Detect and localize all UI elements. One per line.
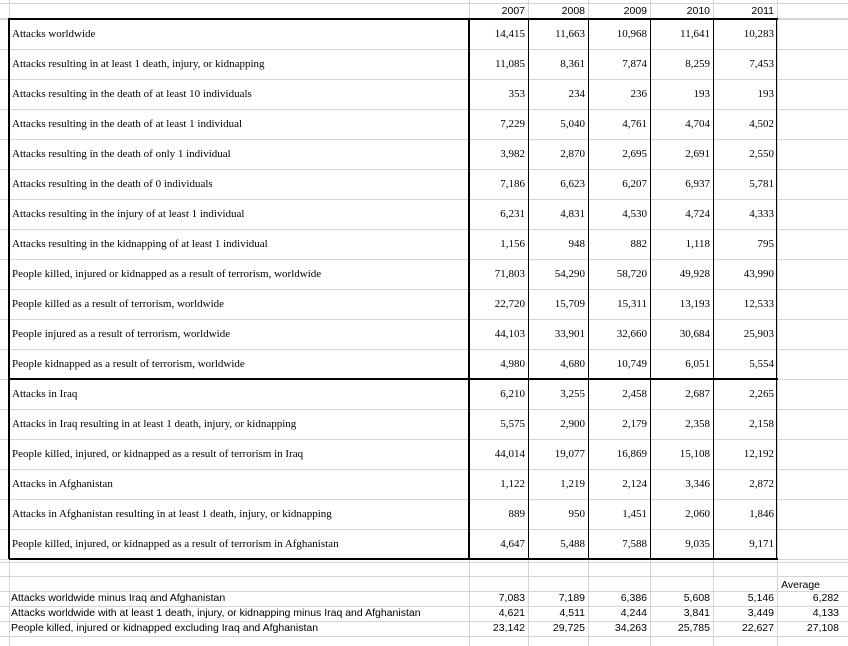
cell-value[interactable]: 2,158 [749, 418, 774, 430]
row-label[interactable]: Attacks in Afghanistan [12, 478, 113, 490]
cell-value[interactable]: 1,122 [500, 478, 525, 490]
row-label[interactable]: People killed as a result of terrorism, worldwide [12, 298, 225, 310]
cell-value[interactable]: 4,530 [622, 208, 647, 220]
cell-value[interactable]: 54,290 [554, 268, 585, 280]
cell-value[interactable]: 2,695 [622, 148, 647, 160]
cell-value[interactable]: 2,550 [749, 148, 774, 160]
summary-average[interactable]: 27,108 [806, 622, 839, 634]
gridline-horizontal [0, 289, 848, 290]
gridline-horizontal [0, 576, 848, 577]
cell-value[interactable]: 950 [568, 508, 585, 520]
cell-value[interactable]: 12,533 [743, 298, 774, 310]
row-label[interactable]: Attacks in Iraq [12, 388, 78, 400]
cell-value[interactable]: 4,333 [749, 208, 774, 220]
gridline-horizontal [0, 199, 848, 200]
row-label[interactable]: Attacks resulting in the death of at least 10 individuals [12, 88, 252, 100]
cell-value[interactable]: 795 [757, 238, 774, 250]
summary-average[interactable]: 4,133 [812, 607, 839, 619]
cell-value[interactable]: 9,035 [685, 538, 710, 550]
cell-value[interactable]: 2,872 [749, 478, 774, 490]
cell-value[interactable]: 5,575 [500, 418, 525, 430]
gridline-horizontal [0, 169, 848, 170]
row-label[interactable]: Attacks resulting in the death of at least 1 individual [12, 118, 243, 130]
cell-value[interactable]: 15,108 [679, 448, 710, 460]
cell-value[interactable]: 882 [630, 238, 647, 250]
summary-value[interactable]: 6,386 [620, 592, 647, 604]
summary-value[interactable]: 34,263 [614, 622, 647, 634]
table-border-column [713, 19, 714, 559]
cell-value[interactable]: 8,259 [685, 58, 710, 70]
gridline-horizontal [0, 499, 848, 500]
row-label[interactable]: Attacks worldwide [12, 28, 96, 40]
gridline-horizontal [0, 636, 848, 637]
row-label[interactable]: Attacks in Iraq resulting in at least 1 death, injury, or kidnapping [12, 418, 297, 430]
cell-value[interactable]: 2,060 [685, 508, 710, 520]
cell-value[interactable]: 11,641 [680, 28, 710, 40]
gridline-horizontal [0, 529, 848, 530]
table-border-left [8, 18, 10, 559]
row-label[interactable]: People injured as a result of terrorism, worldwide [12, 328, 231, 340]
cell-value[interactable]: 948 [568, 238, 585, 250]
gridline-horizontal [0, 79, 848, 80]
gridline-horizontal [0, 139, 848, 140]
cell-value[interactable]: 44,103 [494, 328, 525, 340]
cell-value[interactable]: 193 [757, 88, 774, 100]
cell-value[interactable]: 25,903 [743, 328, 774, 340]
cell-value[interactable]: 2,358 [685, 418, 710, 430]
gridline-horizontal [0, 229, 848, 230]
cell-value[interactable]: 6,231 [500, 208, 525, 220]
gridline-horizontal [0, 259, 848, 260]
cell-value[interactable]: 2,870 [560, 148, 585, 160]
cell-value[interactable]: 44,014 [494, 448, 525, 460]
summary-value[interactable]: 23,142 [492, 622, 525, 634]
gridline-horizontal [0, 409, 848, 410]
cell-value[interactable]: 2,458 [622, 388, 647, 400]
summary-label[interactable]: People killed, injured or kidnapped excluding Iraq and Afghanistan [11, 622, 319, 634]
cell-value[interactable]: 1,451 [622, 508, 647, 520]
cell-value[interactable]: 6,937 [685, 178, 710, 190]
cell-value[interactable]: 33,901 [554, 328, 585, 340]
cell-value[interactable]: 9,171 [749, 538, 774, 550]
summary-value[interactable]: 5,146 [747, 592, 774, 604]
cell-value[interactable]: 7,453 [749, 58, 774, 70]
table-border-column [528, 19, 529, 559]
table-border-column [650, 19, 651, 559]
row-label[interactable]: Attacks resulting in at least 1 death, injury, or kidnapping [12, 58, 265, 70]
table-border-top [9, 18, 778, 20]
cell-value[interactable]: 5,781 [749, 178, 774, 190]
row-label[interactable]: People killed, injured or kidnapped as a result of terrorism, worldwide [12, 268, 322, 280]
summary-value[interactable]: 5,608 [683, 592, 710, 604]
cell-value[interactable]: 11,085 [495, 58, 525, 70]
cell-value[interactable]: 2,691 [685, 148, 710, 160]
cell-value[interactable]: 193 [693, 88, 710, 100]
summary-value[interactable]: 29,725 [552, 622, 585, 634]
summary-label[interactable]: Attacks worldwide with at least 1 death, injury, or kidnapping minus Iraq and Afghanistan [11, 607, 421, 619]
gridline-horizontal [0, 439, 848, 440]
cell-value[interactable]: 15,311 [617, 298, 647, 310]
summary-value[interactable]: 7,083 [498, 592, 525, 604]
row-label[interactable]: Attacks in Afghanistan resulting in at least 1 death, injury, or kidnapping [12, 508, 332, 520]
cell-value[interactable]: 353 [508, 88, 525, 100]
cell-value[interactable]: 30,684 [679, 328, 710, 340]
cell-value[interactable]: 16,869 [616, 448, 647, 460]
cell-value[interactable]: 2,179 [622, 418, 647, 430]
cell-value[interactable]: 889 [508, 508, 525, 520]
cell-value[interactable]: 5,040 [560, 118, 585, 130]
table-border-middle [9, 378, 778, 380]
cell-value[interactable]: 4,724 [685, 208, 710, 220]
cell-value[interactable]: 6,207 [622, 178, 647, 190]
cell-value[interactable]: 3,346 [685, 478, 710, 490]
cell-value[interactable]: 22,720 [494, 298, 525, 310]
gridline-vertical [777, 0, 778, 646]
cell-value[interactable]: 2,687 [685, 388, 710, 400]
summary-label[interactable]: Attacks worldwide minus Iraq and Afghanistan [11, 592, 226, 604]
cell-value[interactable]: 4,704 [685, 118, 710, 130]
year-header[interactable]: 2010 [686, 5, 710, 17]
gridline-horizontal [0, 3, 848, 4]
summary-average[interactable]: 6,282 [812, 592, 839, 604]
cell-value[interactable]: 14,415 [494, 28, 525, 40]
row-label[interactable]: Attacks resulting in the death of 0 individuals [12, 178, 213, 190]
cell-value[interactable]: 234 [568, 88, 585, 100]
cell-value[interactable]: 58,720 [616, 268, 647, 280]
summary-value[interactable]: 4,511 [559, 607, 585, 619]
cell-value[interactable]: 1,219 [560, 478, 585, 490]
gridline-horizontal [0, 562, 848, 563]
cell-value[interactable]: 4,680 [560, 358, 585, 370]
gridline-horizontal [0, 319, 848, 320]
cell-value[interactable]: 43,990 [743, 268, 774, 280]
gridline-horizontal [0, 109, 848, 110]
cell-value[interactable]: 3,255 [560, 388, 585, 400]
cell-value[interactable]: 8,361 [560, 58, 585, 70]
summary-value[interactable]: 3,841 [683, 607, 710, 619]
table-border-right [776, 18, 777, 559]
table-border-column [588, 19, 589, 559]
cell-value[interactable]: 2,124 [622, 478, 647, 490]
cell-value[interactable]: 71,803 [494, 268, 525, 280]
cell-value[interactable]: 32,660 [616, 328, 647, 340]
summary-value[interactable]: 4,621 [498, 607, 525, 619]
average-header[interactable]: Average [781, 579, 820, 591]
cell-value[interactable]: 1,156 [500, 238, 525, 250]
cell-value[interactable]: 5,554 [749, 358, 774, 370]
cell-value[interactable]: 10,283 [743, 28, 774, 40]
row-label[interactable]: Attacks resulting in the injury of at least 1 individual [12, 208, 245, 220]
cell-value[interactable]: 12,192 [743, 448, 774, 460]
cell-value[interactable]: 6,051 [685, 358, 710, 370]
cell-value[interactable]: 10,968 [616, 28, 647, 40]
cell-value[interactable]: 6,210 [500, 388, 525, 400]
cell-value[interactable]: 15,709 [554, 298, 585, 310]
cell-value[interactable]: 2,265 [749, 388, 774, 400]
table-border-label-divider [468, 18, 470, 559]
cell-value[interactable]: 19,077 [554, 448, 585, 460]
cell-value[interactable]: 7,229 [500, 118, 525, 130]
row-label[interactable]: Attacks resulting in the death of only 1 individual [12, 148, 231, 160]
year-header[interactable]: 2008 [561, 5, 585, 17]
cell-value[interactable]: 7,874 [622, 58, 647, 70]
row-label[interactable]: People killed, injured, or kidnapped as a result of terrorism in Iraq [12, 448, 304, 460]
cell-value[interactable]: 4,502 [749, 118, 774, 130]
summary-value[interactable]: 3,449 [747, 607, 774, 619]
year-header[interactable]: 2007 [501, 5, 525, 17]
cell-value[interactable]: 3,982 [500, 148, 525, 160]
summary-value[interactable]: 7,189 [558, 592, 585, 604]
cell-value[interactable]: 49,928 [679, 268, 710, 280]
summary-value[interactable]: 22,627 [741, 622, 774, 634]
cell-value[interactable]: 5,488 [560, 538, 585, 550]
cell-value[interactable]: 4,980 [500, 358, 525, 370]
summary-value[interactable]: 4,244 [620, 607, 647, 619]
summary-value[interactable]: 25,785 [677, 622, 710, 634]
cell-value[interactable]: 1,846 [749, 508, 774, 520]
gridline-horizontal [0, 49, 848, 50]
cell-value[interactable]: 2,900 [560, 418, 585, 430]
cell-value[interactable]: 4,831 [560, 208, 585, 220]
row-label[interactable]: People kidnapped as a result of terrorism, worldwide [12, 358, 245, 370]
cell-value[interactable]: 11,663 [555, 28, 585, 40]
cell-value[interactable]: 4,647 [500, 538, 525, 550]
cell-value[interactable]: 7,186 [500, 178, 525, 190]
row-label[interactable]: Attacks resulting in the kidnapping of at least 1 individual [12, 238, 268, 250]
cell-value[interactable]: 13,193 [679, 298, 710, 310]
cell-value[interactable]: 236 [630, 88, 647, 100]
table-border-bottom [9, 558, 778, 560]
cell-value[interactable]: 6,623 [560, 178, 585, 190]
cell-value[interactable]: 1,118 [685, 238, 710, 250]
gridline-horizontal [0, 349, 848, 350]
cell-value[interactable]: 4,761 [622, 118, 647, 130]
gridline-horizontal [0, 469, 848, 470]
row-label[interactable]: People killed, injured, or kidnapped as a result of terrorism in Afghanistan [12, 538, 339, 550]
year-header[interactable]: 2009 [623, 5, 647, 17]
year-header[interactable]: 2011 [751, 5, 774, 17]
cell-value[interactable]: 10,749 [616, 358, 647, 370]
cell-value[interactable]: 7,588 [622, 538, 647, 550]
